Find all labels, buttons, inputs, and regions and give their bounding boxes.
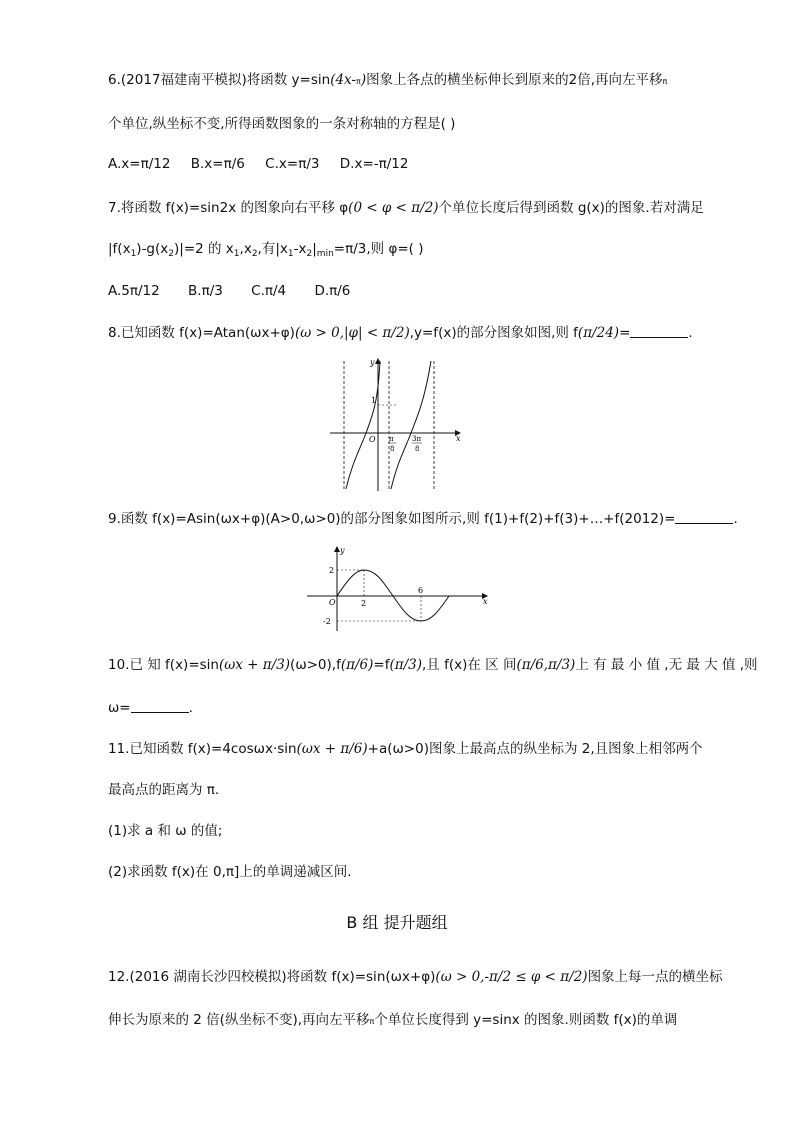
q6-options (108, 154, 408, 174)
q11-part1: (1)求 a 和 ω 的值; (108, 823, 223, 839)
q7-line2: $|f(x_1)-g(x_2)|=2$ 的 $x_1,x_2$,有$|x_1-x_2|_{min}=\pi/3$,则 φ=( ) (108, 241, 424, 259)
q6-option-b[interactable]: B.x=π/6 (190, 156, 245, 172)
q12-line1: 12.(2016 湖南长沙四校模拟)将函数 f(x)=sin(ωx+φ)(ω > 0,-π/2 ≤ φ < π/2)图象上每一点的横坐标 (108, 969, 723, 985)
q9-ymax-label: 2 (329, 566, 335, 575)
q6-line1: 6.(2017福建南平模拟)将函数 y=sin(4x-π)图象上各点的横坐标伸长到原来的2倍,再向左平移π (108, 72, 668, 88)
q9-x-label: x (483, 597, 488, 606)
q9-origin-label: O (329, 598, 336, 607)
q11-line2: 最高点的距离为 π. (108, 782, 220, 798)
q10-line2: ω= . (108, 700, 193, 716)
q11-part2: (2)求函数 f(x)在 0,π]上的单调递减区间. (108, 864, 352, 880)
q7-option-b[interactable]: B.π/3 (188, 283, 223, 299)
q8-tan-graph (326, 355, 466, 495)
q8-x-label: x (456, 434, 461, 443)
q8-y-label: y (370, 358, 375, 367)
section-heading: B 组 提升题组 (346, 913, 448, 932)
q8-curve (391, 361, 431, 489)
q6-math: (4x- (330, 72, 356, 88)
q9-y-label: y (340, 546, 345, 555)
q9-line1: 9.函数 f(x)=Asin(ωx+φ)(A>0,ω>0)的部分图象如图所示,则 f(1)+f(2)+f(3)+…+f(2012)= . (108, 511, 738, 527)
q10-line1: 10.已 知 f(x)=sin(ωx + π/3)(ω>0),f(π/6)=f(π/3),且 f(x)在 区 间(π/6,π/3)上 有 最 小 值 ,无 最 大 值 ,则 (108, 657, 758, 673)
q9-xtick2-label: 6 (418, 586, 424, 595)
q9-sine-graph (303, 543, 493, 633)
q10-answer-blank[interactable] (131, 700, 189, 713)
q6-option-c[interactable]: C.x=π/3 (265, 156, 320, 172)
q11-line1: 11.已知函数 f(x)=4cosωx·sin(ωx + π/6)+a(ω>0)图象上最高点的纵坐标为 2,且图象上相邻两个 (108, 741, 703, 757)
q7-option-c[interactable]: C.π/4 (251, 283, 287, 299)
q7-option-d[interactable]: D.π/6 (314, 283, 351, 299)
q7-option-a[interactable]: A.5π/12 (108, 283, 160, 299)
q8-tick1-den: 8 (390, 445, 395, 453)
q8-tick2-num: 3π (412, 435, 422, 443)
q8-answer-blank[interactable] (630, 325, 688, 338)
q8-curve (346, 361, 380, 489)
q9-ymin-label: -2 (323, 617, 331, 626)
q8-origin-label: O (369, 435, 376, 444)
q8-tick1-num: π (389, 435, 394, 443)
q9-xtick1-label: 2 (361, 599, 367, 608)
q6-line2: 个单位,纵坐标不变,所得函数图象的一条对称轴的方程是( ) (108, 116, 456, 132)
q7-options (108, 281, 350, 301)
q8-line1: 8.已知函数 f(x)=Atan(ωx+φ)(ω > 0,|φ| < π/2),y=f(x)的部分图象如图,则 f(π/24)= . (108, 325, 693, 341)
q8-one-label: 1 (371, 396, 377, 405)
q12-line2: 伸长为原来的 2 倍(纵坐标不变),再向左平移π个单位长度得到 y=sinx 的图象.则函数 f(x)的单调 (108, 1012, 678, 1028)
q8-tick2-den: 8 (415, 445, 420, 453)
q6-option-d[interactable]: D.x=-π/12 (339, 156, 409, 172)
q9-answer-blank[interactable] (675, 511, 733, 524)
q6-option-a[interactable]: A.x=π/12 (108, 156, 171, 172)
q7-line1: 7.将函数 f(x)=sin2x 的图象向右平移 φ(0 < φ < π/2)个单位长度后得到函数 g(x)的图象.若对满足 (108, 200, 704, 216)
